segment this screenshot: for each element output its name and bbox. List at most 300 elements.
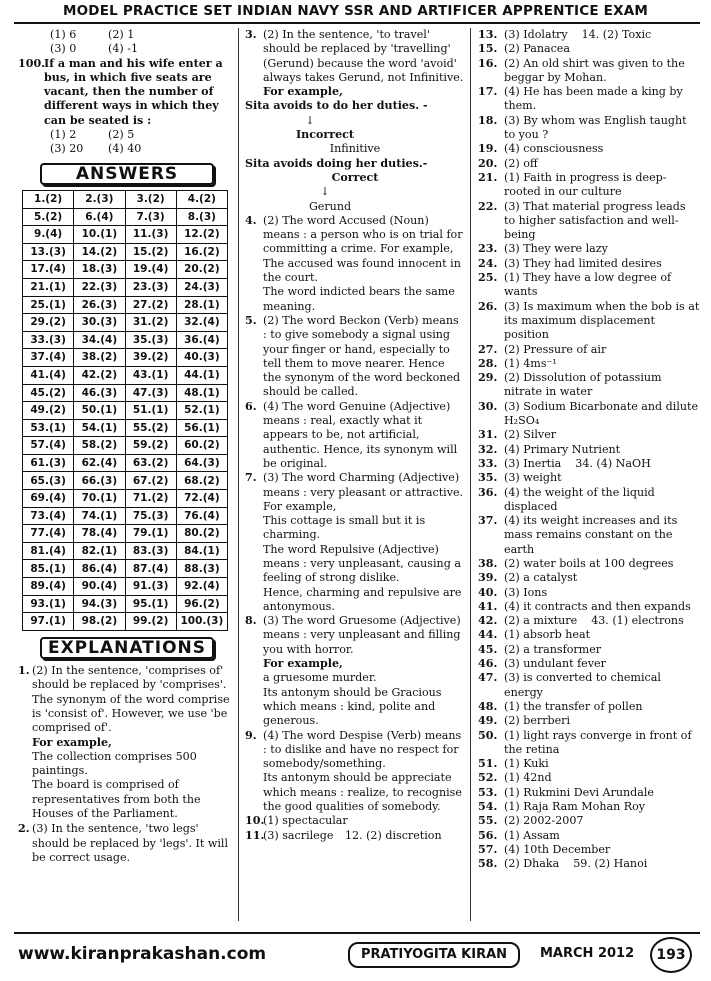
example-sentence: The collection comprises 500 paintings. [32, 749, 197, 778]
answer-cell: 8.(3) [176, 208, 227, 226]
answer-cell: 91.(3) [125, 578, 176, 596]
answer-item [478, 628, 700, 642]
answer-item [478, 843, 700, 857]
answer-number: 32. [478, 442, 498, 456]
answer-item [478, 771, 700, 785]
answer-cell: 16.(2) [176, 243, 227, 261]
answer-item [478, 343, 700, 357]
answers-row [23, 349, 228, 367]
answer-cell: 6.(4) [74, 208, 125, 226]
column-divider [238, 28, 239, 921]
answer-text: (4) He has been made a king by them. [504, 85, 683, 113]
answer-cell: 36.(4) [176, 331, 227, 349]
infinitive-label: Infinitive [329, 142, 381, 156]
answer-cell: 48.(1) [176, 384, 227, 402]
answers-row [23, 507, 228, 525]
answer-text: (1) They have a low degree of wants [504, 271, 672, 299]
answers-row [23, 542, 228, 560]
answer-cell: 63.(2) [125, 454, 176, 472]
answer-pair: 59. (2) Hanoi [573, 857, 648, 871]
explanation-number: 10. [245, 814, 265, 828]
answer-cell: 34.(4) [74, 331, 125, 349]
answer-cell: 60.(2) [176, 437, 227, 455]
answer-text: (1) Kuki [504, 757, 549, 771]
answer-number: 20. [478, 156, 498, 170]
answer-item [478, 700, 700, 714]
answer-text: (3) Ions [504, 585, 548, 599]
answer-item [478, 157, 700, 171]
answer-item [478, 714, 700, 728]
option: (2) 1 [108, 28, 135, 41]
answer-cell: 90.(4) [74, 578, 125, 596]
answer-cell: 42.(2) [74, 366, 125, 384]
answer-number: 30. [478, 399, 498, 413]
answer-cell: 87.(4) [125, 560, 176, 578]
answer-cell: 19.(4) [125, 261, 176, 279]
answer-cell: 85.(1) [23, 560, 74, 578]
answer-number: 18. [478, 113, 498, 127]
answers-row [23, 296, 228, 314]
answer-number: 53. [478, 785, 498, 799]
answer-number: 49. [478, 714, 498, 728]
explanation-11 [245, 829, 465, 843]
answer-item [478, 829, 700, 843]
answer-number: 57. [478, 842, 498, 856]
answer-item [478, 614, 700, 628]
answer-pair: 14. (2) Toxic [581, 28, 652, 41]
page-footer [0, 932, 711, 977]
answer-cell: 77.(4) [23, 525, 74, 543]
answer-cell: 22.(3) [74, 278, 125, 296]
example-sentence: Sita avoids to do her duties. - [245, 99, 428, 113]
explanation-number: 3. [245, 28, 257, 41]
answer-cell: 40.(3) [176, 349, 227, 367]
option: (1) 2 [50, 128, 77, 142]
answers-row [23, 261, 228, 279]
answer-item [478, 457, 700, 471]
answer-cell: 93.(1) [23, 595, 74, 613]
answer-text: (1) Raja Ram Mohan Roy [504, 800, 646, 814]
answer-text: (3) They had limited desires [504, 256, 662, 270]
answer-cell: 30.(3) [74, 314, 125, 332]
answer-item [478, 600, 700, 614]
answer-cell: 25.(1) [23, 296, 74, 314]
explanation-number: 2. [18, 822, 30, 836]
answer-text: (3) Inertia [504, 456, 562, 470]
answer-text: (2) a catalyst [504, 571, 578, 585]
answer-text: (2) berrberi [504, 714, 571, 728]
answer-text: (2) off [504, 156, 538, 170]
explanation-text: (1) spectacular [263, 814, 348, 828]
example-sentence: The word Repulsive (Adjective) means : very unpleasant, causing a feeling of strong dislike. [263, 542, 461, 585]
answer-item [478, 357, 700, 371]
answer-cell: 9.(4) [23, 226, 74, 244]
answer-number: 52. [478, 771, 498, 785]
website-url[interactable]: www.kiranprakashan.com [18, 944, 267, 964]
answer-cell: 52.(1) [176, 402, 227, 420]
answer-cell: 54.(1) [74, 419, 125, 437]
answer-cell: 100.(3) [176, 613, 227, 631]
explanation-text: (2) The word Accused (Noun) means : a person who is on trial for committing a crime. For example, [263, 213, 463, 256]
incorrect-label: Incorrect [295, 128, 355, 142]
answer-number: 33. [478, 456, 498, 470]
answers-table [22, 190, 228, 631]
answer-cell: 28.(1) [176, 296, 227, 314]
explanation-1 [18, 664, 236, 821]
answer-cell: 89.(4) [23, 578, 74, 596]
answer-cell: 2.(3) [74, 190, 125, 208]
answers-row [23, 437, 228, 455]
answer-number: 55. [478, 814, 498, 828]
answer-text: (3) weight [504, 471, 562, 485]
answer-cell: 45.(2) [23, 384, 74, 402]
explanation-number: 11. [245, 828, 265, 842]
answer-item [478, 586, 700, 600]
answer-text: (3) That material progress leads to higher satisfaction and well-being [504, 199, 686, 242]
answer-cell: 12.(2) [176, 226, 227, 244]
explanation-text: (2) In the sentence, 'comprises of' should be replaced by 'comprises'. The synonym of the word comprise is 'consist of'. However, we use 'be comprised of'. [32, 664, 230, 735]
answer-number: 46. [478, 657, 498, 671]
gerund-label: Gerund [308, 199, 352, 213]
answer-item [478, 557, 700, 571]
answer-number: 45. [478, 642, 498, 656]
answer-cell: 53.(1) [23, 419, 74, 437]
correct-label: Correct [331, 170, 379, 184]
answer-cell: 95.(1) [125, 595, 176, 613]
answer-item [478, 729, 700, 758]
option: (3) 20 [50, 142, 84, 156]
answer-item [478, 257, 700, 271]
answer-cell: 70.(1) [74, 490, 125, 508]
answer-text: (2) Silver [504, 428, 557, 442]
answers-row [23, 402, 228, 420]
explanation-number: 5. [245, 313, 257, 327]
answer-cell: 11.(3) [125, 226, 176, 244]
answer-text: (1) light rays converge in front of the retina [504, 728, 692, 756]
answer-cell: 69.(4) [23, 490, 74, 508]
answer-number: 23. [478, 242, 498, 256]
answer-cell: 59.(2) [125, 437, 176, 455]
answer-text: (2) a transformer [504, 642, 602, 656]
answer-number: 39. [478, 571, 498, 585]
answer-cell: 58.(2) [74, 437, 125, 455]
answer-cell: 5.(2) [23, 208, 74, 226]
column-right [478, 28, 700, 872]
answer-cell: 94.(3) [74, 595, 125, 613]
answers-row [23, 595, 228, 613]
answer-cell: 98.(2) [74, 613, 125, 631]
column-left [18, 28, 236, 866]
answer-text: (4) consciousness [504, 142, 604, 156]
page-header: MODEL PRACTICE SET INDIAN NAVY SSR AND ARTIFICER APPRENTICE EXAM [62, 3, 648, 19]
magazine-name: PRATIYOGITA KIRAN [348, 942, 520, 968]
option: (1) 6 [50, 28, 77, 41]
example-label: For example, [263, 657, 343, 671]
answer-item [478, 42, 700, 56]
answer-cell: 71.(2) [125, 490, 176, 508]
answer-number: 48. [478, 699, 498, 713]
answer-text: (1) Rukmini Devi Arundale [504, 785, 654, 799]
answer-number: 37. [478, 514, 498, 528]
answers-row [23, 208, 228, 226]
answer-cell: 37.(4) [23, 349, 74, 367]
answer-text: (4) it contracts and then expands [504, 599, 691, 613]
column-middle [245, 28, 465, 843]
answer-item [478, 400, 700, 429]
explanation-3 [245, 28, 465, 99]
answer-cell: 35.(3) [125, 331, 176, 349]
answer-pair: 34. (4) NaOH [575, 456, 651, 470]
example-label: For example, [32, 735, 112, 749]
answers-row [23, 190, 228, 208]
answer-text: (3) By whom was English taught to you ? [504, 113, 687, 142]
question-text: If a man and his wife enter a bus, in which five seats are vacant, then the number of different ways in which they can be seated is : [44, 56, 223, 127]
answer-text: (1) 4ms⁻¹ [504, 356, 557, 370]
example-sentence: The word indicted bears the same meaning. [263, 285, 455, 313]
answer-cell: 29.(2) [23, 314, 74, 332]
example-sentence: Its antonym should be appreciate which means : realize, to recognise the good qualities of somebody. [263, 771, 462, 814]
explanation-12: 12. (2) discretion [344, 828, 442, 842]
answer-cell: 27.(2) [125, 296, 176, 314]
answer-text: (3) Idolatry [504, 28, 568, 41]
answer-number: 28. [478, 356, 498, 370]
answer-cell: 26.(3) [74, 296, 125, 314]
answer-text: (2) Dhaka [504, 857, 560, 871]
answer-item [478, 300, 700, 343]
answer-item [478, 671, 700, 700]
explanation-2 [18, 822, 236, 865]
explanation-7 [245, 471, 465, 614]
answer-cell: 10.(1) [74, 226, 125, 244]
answer-item [478, 800, 700, 814]
answer-cell: 67.(2) [125, 472, 176, 490]
answer-cell: 88.(3) [176, 560, 227, 578]
answer-item [478, 857, 700, 871]
answer-cell: 51.(1) [125, 402, 176, 420]
answer-cell: 97.(1) [23, 613, 74, 631]
answer-text: (2) Panacea [504, 42, 570, 56]
answer-number: 16. [478, 56, 498, 70]
answer-item [478, 571, 700, 585]
answer-cell: 83.(3) [125, 542, 176, 560]
answer-cell: 73.(4) [23, 507, 74, 525]
example-sentence: The accused was found innocent in the court. [263, 256, 461, 285]
question-number: 100. [18, 56, 46, 70]
answer-cell: 61.(3) [23, 454, 74, 472]
answer-text: (1) 42nd [504, 771, 552, 785]
answer-number: 44. [478, 628, 498, 642]
answer-number: 17. [478, 85, 498, 99]
answer-number: 50. [478, 728, 498, 742]
question-100 [18, 57, 236, 128]
answer-number: 54. [478, 800, 498, 814]
answer-text: (2) Dissolution of potassium nitrate in water [504, 371, 662, 399]
answer-cell: 20.(2) [176, 261, 227, 279]
option: (2) 5 [108, 128, 135, 142]
answer-item [478, 814, 700, 828]
answer-cell: 47.(3) [125, 384, 176, 402]
answer-cell: 99.(2) [125, 613, 176, 631]
explanation-text: (3) The word Gruesome (Adjective) means : very unpleasant and filling you with horror. [263, 614, 461, 656]
answers-row [23, 278, 228, 296]
answer-item [478, 371, 700, 400]
answer-item [478, 57, 700, 86]
answer-text: (3) undulant fever [504, 657, 606, 671]
explanation-text: (3) sacrilege [263, 828, 334, 842]
answer-cell: 43.(1) [125, 366, 176, 384]
answer-cell: 17.(4) [23, 261, 74, 279]
answer-cell: 72.(4) [176, 490, 227, 508]
example-sentence: Hence, charming and repulsive are antonymous. [263, 585, 462, 613]
answers-row [23, 226, 228, 244]
answer-item [478, 142, 700, 156]
answer-cell: 24.(3) [176, 278, 227, 296]
answer-text: (1) Faith in progress is deep-rooted in our culture [504, 170, 667, 199]
answer-item [478, 114, 700, 143]
explanation-10 [245, 814, 465, 828]
example-sentence: This cottage is small but it is charming. [263, 514, 426, 542]
answer-cell: 38.(2) [74, 349, 125, 367]
explanation-6 [245, 400, 465, 471]
explanation-4 [245, 214, 465, 314]
answer-text: (4) its weight increases and its mass remains constant on the earth [504, 514, 678, 556]
answer-number: 47. [478, 671, 498, 685]
answer-number: 24. [478, 256, 498, 270]
answer-cell: 1.(2) [23, 190, 74, 208]
explanation-text: (3) In the sentence, 'two legs' should be replaced by 'legs'. It will be correct usage. [32, 822, 229, 864]
answer-item [478, 486, 700, 515]
answer-number: 38. [478, 556, 498, 570]
answer-cell: 18.(3) [74, 261, 125, 279]
answer-cell: 23.(3) [125, 278, 176, 296]
answer-number: 19. [478, 142, 498, 156]
answer-item [478, 271, 700, 300]
header-rule [14, 22, 700, 24]
answer-number: 22. [478, 199, 498, 213]
answers-row [23, 384, 228, 402]
answer-cell: 64.(3) [176, 454, 227, 472]
explanation-9 [245, 729, 465, 815]
answers-row [23, 331, 228, 349]
answer-cell: 21.(1) [23, 278, 74, 296]
example-sentence: Its antonym should be Gracious which means : kind, polite and generous. [263, 685, 442, 728]
answer-cell: 33.(3) [23, 331, 74, 349]
answer-cell: 56.(1) [176, 419, 227, 437]
page-number: 193 [650, 937, 692, 973]
answer-cell: 81.(4) [23, 542, 74, 560]
answers-row [23, 490, 228, 508]
answers-row [23, 314, 228, 332]
answer-text: (2) Pressure of air [504, 342, 607, 356]
answer-number: 31. [478, 428, 498, 442]
answer-number: 58. [478, 857, 498, 871]
answer-cell: 55.(2) [125, 419, 176, 437]
explanations-heading: EXPLANATIONS [40, 637, 214, 659]
example-sentence: Sita avoids doing her duties.- [245, 156, 428, 170]
answer-number: 26. [478, 299, 498, 313]
answer-text: (3) is converted to chemical energy [504, 671, 661, 699]
answer-cell: 14.(2) [74, 243, 125, 261]
answer-cell: 74.(1) [74, 507, 125, 525]
answer-cell: 44.(1) [176, 366, 227, 384]
answer-number: 27. [478, 342, 498, 356]
answer-text: (2) An old shirt was given to the beggar by Mohan. [504, 56, 685, 84]
answer-number: 13. [478, 28, 498, 41]
column-divider [470, 28, 471, 921]
option: (3) 0 [50, 42, 77, 56]
answer-number: 29. [478, 371, 498, 385]
arrow-down-icon: ↓ [320, 185, 330, 199]
q100-options [50, 128, 236, 157]
answer-cell: 15.(2) [125, 243, 176, 261]
answer-cell: 76.(4) [176, 507, 227, 525]
explanation-number: 8. [245, 614, 257, 628]
answer-item [478, 242, 700, 256]
answer-cell: 75.(3) [125, 507, 176, 525]
answer-cell: 57.(4) [23, 437, 74, 455]
answer-item [478, 28, 700, 42]
explanation-number: 4. [245, 213, 257, 227]
answers-row [23, 472, 228, 490]
answer-cell: 49.(2) [23, 402, 74, 420]
answer-text: (1) absorb heat [504, 628, 591, 642]
answer-item [478, 443, 700, 457]
answer-cell: 31.(2) [125, 314, 176, 332]
explanation-number: 6. [245, 399, 257, 413]
answer-item [478, 428, 700, 442]
explanation-5 [245, 314, 465, 400]
answer-cell: 4.(2) [176, 190, 227, 208]
explanation-number: 7. [245, 471, 257, 485]
answer-number: 40. [478, 585, 498, 599]
answers-row [23, 243, 228, 261]
answers-row [23, 560, 228, 578]
answer-cell: 96.(2) [176, 595, 227, 613]
answer-item [478, 471, 700, 485]
answer-cell: 65.(3) [23, 472, 74, 490]
answer-text: (4) the weight of the liquid displaced [504, 485, 655, 513]
explanation-text: (2) In the sentence, 'to travel' should be replaced by 'travelling' (Gerund) because the word 'avoid' always takes Gerund, not Infinitive. [263, 28, 464, 84]
footer-rule [14, 932, 700, 934]
explanation-number: 1. [18, 664, 30, 678]
arrow-down-icon: ↓ [305, 113, 315, 127]
answer-cell: 7.(3) [125, 208, 176, 226]
answer-item [478, 514, 700, 557]
example-sentence: The board is comprised of representatives from both the Houses of the Parliament. [32, 778, 201, 821]
answer-text: (3) Is maximum when the bob is at its maximum displacement position [504, 299, 700, 342]
answers-row [23, 366, 228, 384]
answer-item [478, 85, 700, 114]
issue-date: MARCH 2012 [540, 946, 635, 961]
answer-item [478, 786, 700, 800]
answer-text: (3) Sodium Bicarbonate and dilute H₂SO₄ [504, 399, 699, 428]
answers-heading: ANSWERS [40, 163, 214, 185]
answer-text: (1) Assam [504, 828, 560, 842]
answer-cell: 62.(4) [74, 454, 125, 472]
answer-number: 51. [478, 757, 498, 771]
answer-text: (3) They were lazy [504, 242, 608, 256]
answer-text: (1) the transfer of pollen [504, 699, 643, 713]
answer-text: (2) 2002-2007 [504, 814, 584, 828]
answer-cell: 78.(4) [74, 525, 125, 543]
answer-cell: 82.(1) [74, 542, 125, 560]
answer-number: 35. [478, 471, 498, 485]
answers-row [23, 525, 228, 543]
answer-number: 56. [478, 828, 498, 842]
answers-row [23, 613, 228, 631]
answer-text: (2) a mixture [504, 614, 578, 628]
example-sentence: a gruesome murder. [263, 671, 377, 685]
